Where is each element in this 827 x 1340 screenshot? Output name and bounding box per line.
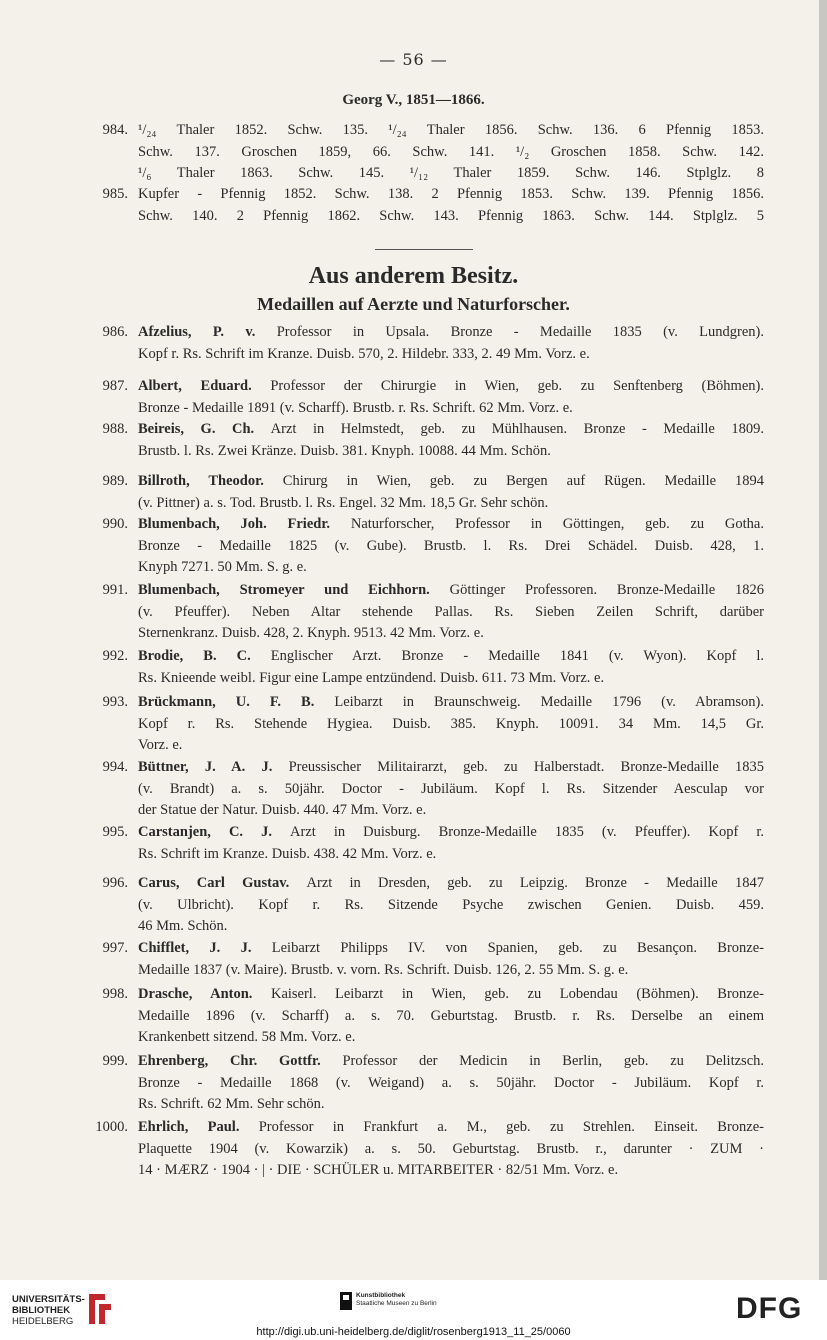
entry-person-name: Drasche, Anton.	[138, 986, 271, 1002]
entry-person-name: Blumenbach, Joh. Friedr.	[138, 516, 351, 532]
entry-line: Sternenkranz. Duisb. 428, 2. Knyph. 9513. 42 Mm. Vorz. e.	[138, 625, 484, 641]
entry-line: Bronze - Medaille 1825 (v. Gube). Brustb. l. Rs. Drei Schädel. Duisb. 428, 1.	[138, 537, 764, 554]
entry-line: Plaquette 1904 (v. Kowarzik) a. s. 50. Geburtstag. Brustb. r., darunter · ZUM ·	[138, 1140, 764, 1157]
entry-person-name: Chifflet, J. J.	[138, 940, 272, 956]
entry-line: Brustb. l. Rs. Zwei Kränze. Duisb. 381. Knyph. 10088. 44 Mm. Schön.	[138, 442, 551, 459]
entry-number: 997.	[102, 940, 128, 956]
entry-person-name: Carus, Carl Gustav.	[138, 875, 307, 891]
uni-line-1: UNIVERSITÄTS-	[12, 1294, 85, 1305]
entry-person-name: Billroth, Theodor.	[138, 473, 283, 489]
entry	[92, 120, 764, 185]
entry-number: 996.	[102, 875, 128, 891]
entry-line: Kopf r. Rs. Schrift im Kranze. Duisb. 570, 2. Hildebr. 333, 2. 49 Mm. Vorz. e.	[138, 345, 590, 362]
entry	[92, 692, 764, 757]
entry-line: Vorz. e.	[138, 737, 183, 753]
sub-heading: Medaillen auf Aerzte und Naturforscher.	[257, 294, 570, 314]
entry-line: der Statue der Natur. Duisb. 440. 47 Mm. Vorz. e.	[138, 802, 427, 818]
entry-line: Ehrenberg, Chr. Gottfr. Professor der Medicin in Berlin, geb. zu Delitzsch.	[138, 1053, 764, 1069]
university-library-logo-text	[12, 1294, 85, 1327]
entry-line: Bronze - Medaille 1868 (v. Weigand) a. s. 50jähr. Doctor - Jubiläum. Kopf r.	[138, 1074, 764, 1091]
entry-number: 992.	[102, 648, 128, 664]
entry-person-name: Ehrlich, Paul.	[138, 1119, 259, 1135]
entry-number: 989.	[102, 473, 128, 489]
entry-line: ¹/₆ Thaler 1863. Schw. 145. ¹/₁₂ Thaler 1859. Schw. 146. Stplglz. 8	[138, 165, 764, 181]
uni-line-3: HEIDELBERG	[12, 1316, 74, 1327]
uni-line-2: BIBLIOTHEK	[12, 1305, 71, 1316]
entry-line: (v. Brandt) a. s. 50jähr. Doctor - Jubiläum. Kopf l. Rs. Sitzender Aesculap vor	[138, 780, 764, 797]
main-heading: Aus anderem Besitz.	[308, 263, 519, 289]
entry-line: Medaille 1896 (v. Scharff) a. s. 70. Geburtstag. Brustb. r. Rs. Derselbe an einem	[138, 1007, 764, 1024]
entry	[92, 757, 764, 822]
entry-line: ¹/₂₄ Thaler 1852. Schw. 135. ¹/₂₄ Thaler 1856. Schw. 136. 6 Pfennig 1853.	[138, 122, 764, 138]
section-title: Georg V., 1851—1866.	[342, 92, 485, 108]
entry	[92, 1051, 764, 1116]
entry-number: 991.	[102, 582, 128, 598]
entry	[92, 471, 764, 514]
source-url[interactable]: http://digi.ub.uni-heidelberg.de/diglit/rosenberg1913_11_25/0060	[256, 1326, 571, 1338]
entry-line: Albert, Eduard. Professor der Chirurgie in Wien, geb. zu Senftenberg (Böhmen).	[138, 378, 764, 394]
entry-line: Schw. 137. Groschen 1859, 66. Schw. 141. ¹/₂ Groschen 1858. Schw. 142.	[138, 143, 764, 160]
entry-line: Rs. Schrift. 62 Mm. Sehr schön.	[138, 1096, 325, 1112]
entry-line: Carstanjen, C. J. Arzt in Duisburg. Bronze-Medaille 1835 (v. Pfeuffer). Kopf r.	[138, 824, 764, 840]
entry	[92, 938, 764, 981]
entry-person-name: Afzelius, P. v.	[138, 324, 277, 340]
entry-line: (v. Pittner) a. s. Tod. Brustb. l. Rs. Engel. 32 Mm. 18,5 Gr. Sehr schön.	[138, 494, 549, 511]
entry-line: Rs. Knieende weibl. Figur eine Lampe entzündend. Duisb. 611. 73 Mm. Vorz. e.	[138, 669, 605, 686]
kb-line-2: Staatliche Museen zu Berlin	[356, 1300, 437, 1307]
entry	[92, 580, 764, 645]
entry-person-name: Beireis, G. Ch.	[138, 421, 271, 437]
divider-rule	[375, 249, 473, 250]
kunstbibliothek-text	[356, 1292, 437, 1308]
entry	[92, 822, 764, 865]
entry	[92, 184, 764, 227]
kb-line-1: Kunstbibliothek	[356, 1292, 406, 1299]
entry-number: 995.	[102, 824, 128, 840]
entry-line: 14 · MÆRZ · 1904 · | · DIE · SCHÜLER u. MITARBEITER · 82/51 Mm. Vorz. e.	[138, 1162, 619, 1178]
entry-number: 985.	[102, 186, 128, 202]
entry-number: 994.	[102, 759, 128, 775]
entry	[92, 419, 764, 462]
entry-person-name: Ehrenberg, Chr. Gottfr.	[138, 1053, 343, 1069]
entry-person-name: Carstanjen, C. J.	[138, 824, 291, 840]
entry-line: Blumenbach, Stromeyer und Eichhorn. Göttinger Professoren. Bronze-Medaille 1826	[138, 582, 764, 598]
entry-number: 999.	[102, 1053, 128, 1069]
entry-line: Kopf r. Rs. Stehende Hygiea. Duisb. 385. Knyph. 10091. 34 Mm. 14,5 Gr.	[138, 715, 764, 732]
entry-number: 984.	[102, 122, 128, 138]
entry	[92, 322, 764, 365]
entry-line: Afzelius, P. v. Professor in Upsala. Bronze - Medaille 1835 (v. Lundgren).	[138, 324, 764, 340]
entry-number: 993.	[102, 694, 128, 710]
kunstbibliothek-logo-icon	[340, 1292, 352, 1310]
entry-line: Brückmann, U. F. B. Leibarzt in Braunschweig. Medaille 1796 (v. Abramson).	[138, 694, 764, 710]
entry-person-name: Brodie, B. C.	[138, 648, 271, 664]
entry-line: Ehrlich, Paul. Professor in Frankfurt a. M., geb. zu Strehlen. Einseit. Bronze-	[138, 1119, 764, 1135]
entry	[92, 646, 764, 689]
entry-line: (v. Pfeuffer). Neben Altar stehende Pallas. Rs. Sieben Zeilen Schrift, darüber	[138, 603, 764, 620]
entry	[92, 1117, 764, 1182]
entry-line: Büttner, J. A. J. Preussischer Militairarzt, geb. zu Halberstadt. Bronze-Medaille 1835	[138, 759, 765, 775]
entry-line: Bronze - Medaille 1891 (v. Scharff). Brustb. r. Rs. Schrift. 62 Mm. Vorz. e.	[138, 399, 573, 416]
entry-line: Knyph 7271. 50 Mm. S. g. e.	[138, 559, 307, 575]
entry-number: 990.	[102, 516, 128, 532]
entry-number: 987.	[102, 378, 128, 394]
entry-line: Rs. Schrift im Kranze. Duisb. 438. 42 Mm. Vorz. e.	[138, 845, 437, 862]
entry-line: (v. Ulbricht). Kopf r. Rs. Sitzende Psyche zwischen Genien. Duisb. 459.	[138, 896, 764, 913]
entry-line: Blumenbach, Joh. Friedr. Naturforscher, Professor in Göttingen, geb. zu Gotha.	[138, 516, 764, 532]
entry-line: Billroth, Theodor. Chirurg in Wien, geb. zu Bergen auf Rügen. Medaille 1894	[138, 473, 764, 489]
entry-person-name: Brückmann, U. F. B.	[138, 694, 335, 710]
entry-line: Krankenbett sitzend. 58 Mm. Vorz. e.	[138, 1029, 356, 1045]
entry-person-name: Büttner, J. A. J.	[138, 759, 289, 775]
entry-line: Schw. 140. 2 Pfennig 1862. Schw. 143. Pfennig 1863. Schw. 144. Stplglz. 5	[138, 207, 764, 224]
entry	[92, 873, 764, 938]
university-logo-icon	[85, 1290, 115, 1328]
entry-person-name: Blumenbach, Stromeyer und Eichhorn.	[138, 582, 450, 598]
page-number: — 56 —	[379, 50, 448, 69]
entry-number: 988.	[102, 421, 128, 437]
entry-line: Brodie, B. C. Englischer Arzt. Bronze - Medaille 1841 (v. Wyon). Kopf l.	[138, 648, 764, 664]
entry-line: Beireis, G. Ch. Arzt in Helmstedt, geb. zu Mühlhausen. Bronze - Medaille 1809.	[138, 421, 765, 437]
entry-line: 46 Mm. Schön.	[138, 918, 228, 934]
entry-number: 986.	[102, 324, 128, 340]
entry-line: Drasche, Anton. Kaiserl. Leibarzt in Wien, geb. zu Lobendau (Böhmen). Bronze-	[138, 986, 764, 1002]
scan-edge	[819, 0, 827, 1280]
entry-line: Medaille 1837 (v. Maire). Brustb. v. vorn. Rs. Schrift. Duisb. 126, 2. 55 Mm. S. g. e.	[138, 961, 629, 978]
entry-number: 998.	[102, 986, 128, 1002]
entry-line: Kupfer - Pfennig 1852. Schw. 138. 2 Pfennig 1853. Schw. 139. Pfennig 1856.	[138, 186, 764, 202]
entry-number: 1000.	[95, 1119, 128, 1135]
entry-line: Carus, Carl Gustav. Arzt in Dresden, geb. zu Leipzig. Bronze - Medaille 1847	[138, 875, 764, 891]
entry	[92, 984, 764, 1049]
entry	[92, 376, 764, 419]
dfg-logo: DFG	[736, 1292, 803, 1325]
entry	[92, 514, 764, 579]
entry-line: Chifflet, J. J. Leibarzt Philipps IV. von Spanien, geb. zu Besançon. Bronze-	[138, 940, 765, 956]
entry-person-name: Albert, Eduard.	[138, 378, 271, 394]
